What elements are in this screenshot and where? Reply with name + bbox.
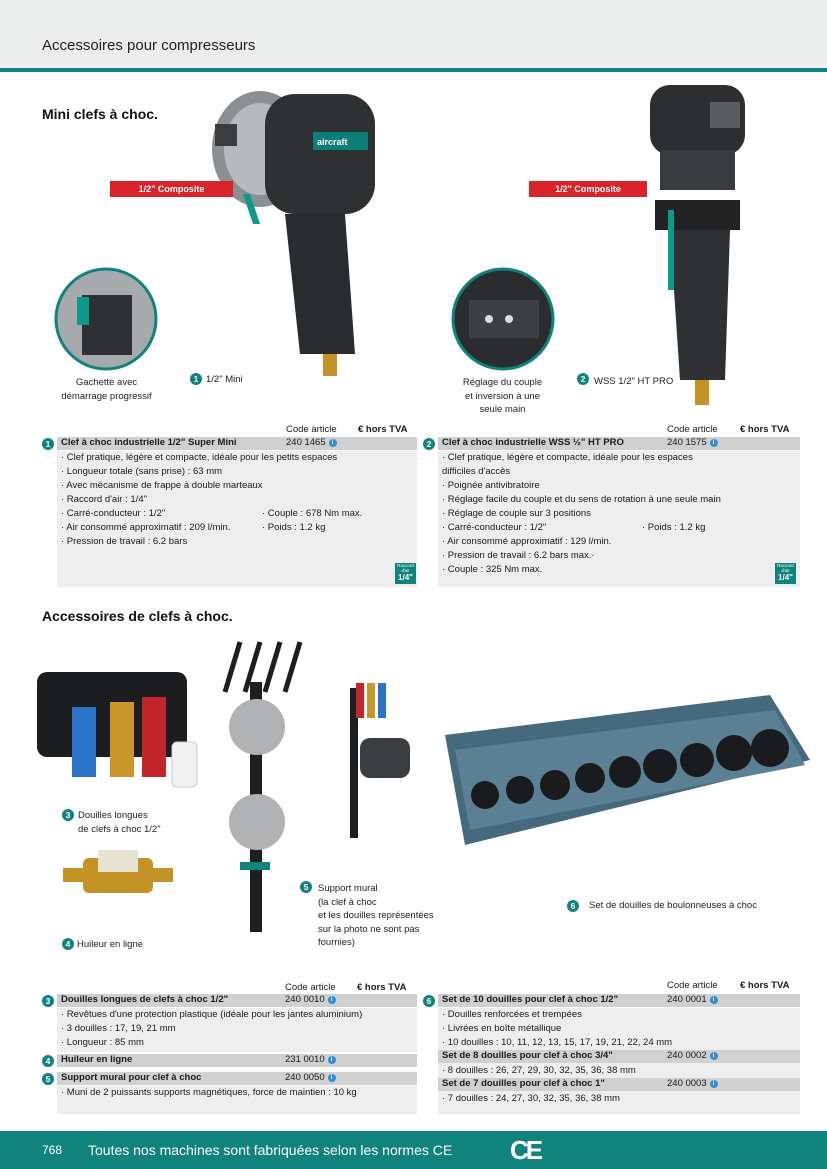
label-number: 3 xyxy=(62,809,74,821)
feature: · Pression de travail : 6.2 bars xyxy=(61,536,188,547)
feature: · Longueur : 85 mm xyxy=(61,1037,144,1048)
row-number: 3 xyxy=(42,995,54,1007)
feature: · Carré-conducteur : 1/2" xyxy=(442,522,547,533)
feature: · Poids : 1.2 kg xyxy=(642,522,706,533)
code-header: Code article xyxy=(285,982,336,993)
feature: difficiles d'accès xyxy=(442,466,511,477)
info-icon[interactable]: i xyxy=(328,1074,336,1082)
price-header: € hors TVA xyxy=(357,982,407,993)
info-icon[interactable]: i xyxy=(328,996,336,1004)
feature: · 8 douilles : 26, 27, 29, 30, 32, 35, 36, 38 mm xyxy=(442,1065,636,1076)
long-sockets-image xyxy=(32,662,217,797)
info-icon[interactable]: i xyxy=(710,1052,718,1060)
product-label: Huileur en ligne xyxy=(77,939,144,950)
product-code: 240 0001 i xyxy=(667,994,718,1005)
page-number: 768 xyxy=(42,1143,63,1157)
row-number: 5 xyxy=(42,1073,54,1085)
feature: · Avec mécanisme de frappe à double marteaux xyxy=(61,480,263,491)
code-header: Code article xyxy=(667,424,718,435)
air-connector-badge: Raccord d'air 1/4" xyxy=(775,563,796,584)
product-name: Set de 8 douilles pour clef à choc 3/4" xyxy=(442,1050,613,1061)
wall-mount-with-wrench-image xyxy=(330,683,415,848)
socket-set-case-image xyxy=(440,690,815,850)
composite-tag: 1/2" Composite xyxy=(110,181,233,197)
feature: · Douilles renforcées et trempées xyxy=(442,1009,582,1020)
trigger-caption: Gachette avec démarrage progressif xyxy=(61,377,152,402)
info-icon[interactable]: i xyxy=(329,439,337,447)
air-connector-badge: Raccord d'air 1/4" xyxy=(395,563,416,584)
product-code: 240 0050 i xyxy=(285,1072,336,1083)
row-number: 1 xyxy=(42,438,54,450)
ht-pro-wrench-image xyxy=(640,80,750,410)
info-icon[interactable]: i xyxy=(710,996,718,1004)
feature: · Muni de 2 puissants supports magnétiques, force de maintien : 10 kg xyxy=(61,1087,357,1098)
feature: · Poids : 1.2 kg xyxy=(262,522,326,533)
header-rule xyxy=(0,68,827,72)
code-header: Code article xyxy=(286,424,337,435)
product-name: Douilles longues de clefs à choc 1/2" xyxy=(61,994,229,1005)
torque-caption: Réglage du couple et inversion à une seule main xyxy=(462,377,543,415)
row-number: 4 xyxy=(42,1055,54,1067)
product-name: Set de 7 douilles pour clef à choc 1" xyxy=(442,1078,605,1089)
feature: · 7 douilles : 24, 27, 30, 32, 35, 36, 38 mm xyxy=(442,1093,620,1104)
footer-text: Toutes nos machines sont fabriquées selon les normes CE xyxy=(88,1142,453,1158)
price-header: € hors TVA xyxy=(358,424,408,435)
product-name: Clef à choc industrielle WSS ½" HT PRO xyxy=(442,437,624,448)
product-code: 240 0002 i xyxy=(667,1050,718,1061)
product-code: 240 0010 i xyxy=(285,994,336,1005)
feature: · Réglage de couple sur 3 positions xyxy=(442,508,591,519)
feature: · 10 douilles : 10, 11, 12, 13, 15, 17, 19, 21, 22, 24 mm xyxy=(442,1037,673,1048)
product-name: Support mural pour clef à choc xyxy=(61,1072,202,1083)
feature: · 3 douilles : 17, 19, 21 mm xyxy=(61,1023,176,1034)
label-number: 2 xyxy=(577,373,589,385)
feature: · Air consommé approximatif : 209 l/min. xyxy=(61,522,231,533)
torque-detail-image xyxy=(449,265,557,373)
row-number: 2 xyxy=(423,438,435,450)
product-label: Douilles longues de clefs à choc 1/2" xyxy=(78,810,161,835)
brand-logo: aircraft xyxy=(317,137,348,147)
feature: · Clef pratique, légère et compacte, idéale pour les espaces xyxy=(442,452,693,463)
product-label: Set de douilles de boulonneuses à choc xyxy=(589,900,757,911)
page-title: Accessoires pour compresseurs xyxy=(42,37,256,54)
feature: · Réglage facile du couple et du sens de rotation à une seule main xyxy=(442,494,721,505)
feature: · Revêtues d'une protection plastique (idéale pour les jantes aluminium) xyxy=(61,1009,363,1020)
product-label: WSS 1/2" HT PRO xyxy=(594,376,674,387)
label-number: 6 xyxy=(567,900,579,912)
trigger-detail-image xyxy=(52,265,160,373)
ce-mark-icon: CE xyxy=(510,1135,541,1165)
price-header: € hors TVA xyxy=(740,980,790,991)
product-label: 1/2" Mini xyxy=(206,374,243,385)
product-code: 240 1575 i xyxy=(667,437,718,448)
feature: · Poignée antivibratoire xyxy=(442,480,540,491)
code-header: Code article xyxy=(667,980,718,991)
info-icon[interactable]: i xyxy=(710,1080,718,1088)
feature: · Couple : 678 Nm max. xyxy=(262,508,363,519)
info-icon[interactable]: i xyxy=(710,439,718,447)
inline-oiler-image xyxy=(58,848,183,903)
product-name: Huileur en ligne xyxy=(61,1054,133,1065)
feature: · Clef pratique, légère et compacte, idéale pour les petits espaces xyxy=(61,452,338,463)
feature: · Livrées en boîte métallique xyxy=(442,1023,562,1034)
feature: · Longueur totale (sans prise) : 63 mm xyxy=(61,466,223,477)
wall-mount-image xyxy=(215,632,305,942)
composite-tag: 1/2" Composite xyxy=(529,181,647,197)
section-title-accessories: Accessoires de clefs à choc. xyxy=(42,608,233,624)
label-number: 5 xyxy=(300,881,312,893)
label-number: 1 xyxy=(190,373,202,385)
row-number: 6 xyxy=(423,995,435,1007)
product-name: Clef à choc industrielle 1/2" Super Mini xyxy=(61,437,237,448)
product-label: Support mural (la clef à choc et les douilles représentées sur la photo ne sont pas fournies) xyxy=(318,883,434,948)
price-header: € hors TVA xyxy=(740,424,790,435)
mini-impact-wrench-image xyxy=(205,84,380,384)
product-code: 231 0010 i xyxy=(285,1054,336,1065)
product-code: 240 1465 i xyxy=(286,437,337,448)
section-title-mini-wrenches: Mini clefs à choc. xyxy=(42,106,158,122)
product-name: Set de 10 douilles pour clef à choc 1/2" xyxy=(442,994,619,1005)
feature: · Couple : 325 Nm max. xyxy=(442,564,543,575)
feature: · Carré-conducteur : 1/2" xyxy=(61,508,166,519)
feature: · Air consommé approximatif : 129 l/min. xyxy=(442,536,612,547)
feature: · Raccord d'air : 1/4" xyxy=(61,494,147,505)
info-icon[interactable]: i xyxy=(328,1056,336,1064)
feature: · Pression de travail : 6.2 bars max.· xyxy=(442,550,595,561)
page-header xyxy=(0,0,827,68)
product-code: 240 0003 i xyxy=(667,1078,718,1089)
label-number: 4 xyxy=(62,938,74,950)
